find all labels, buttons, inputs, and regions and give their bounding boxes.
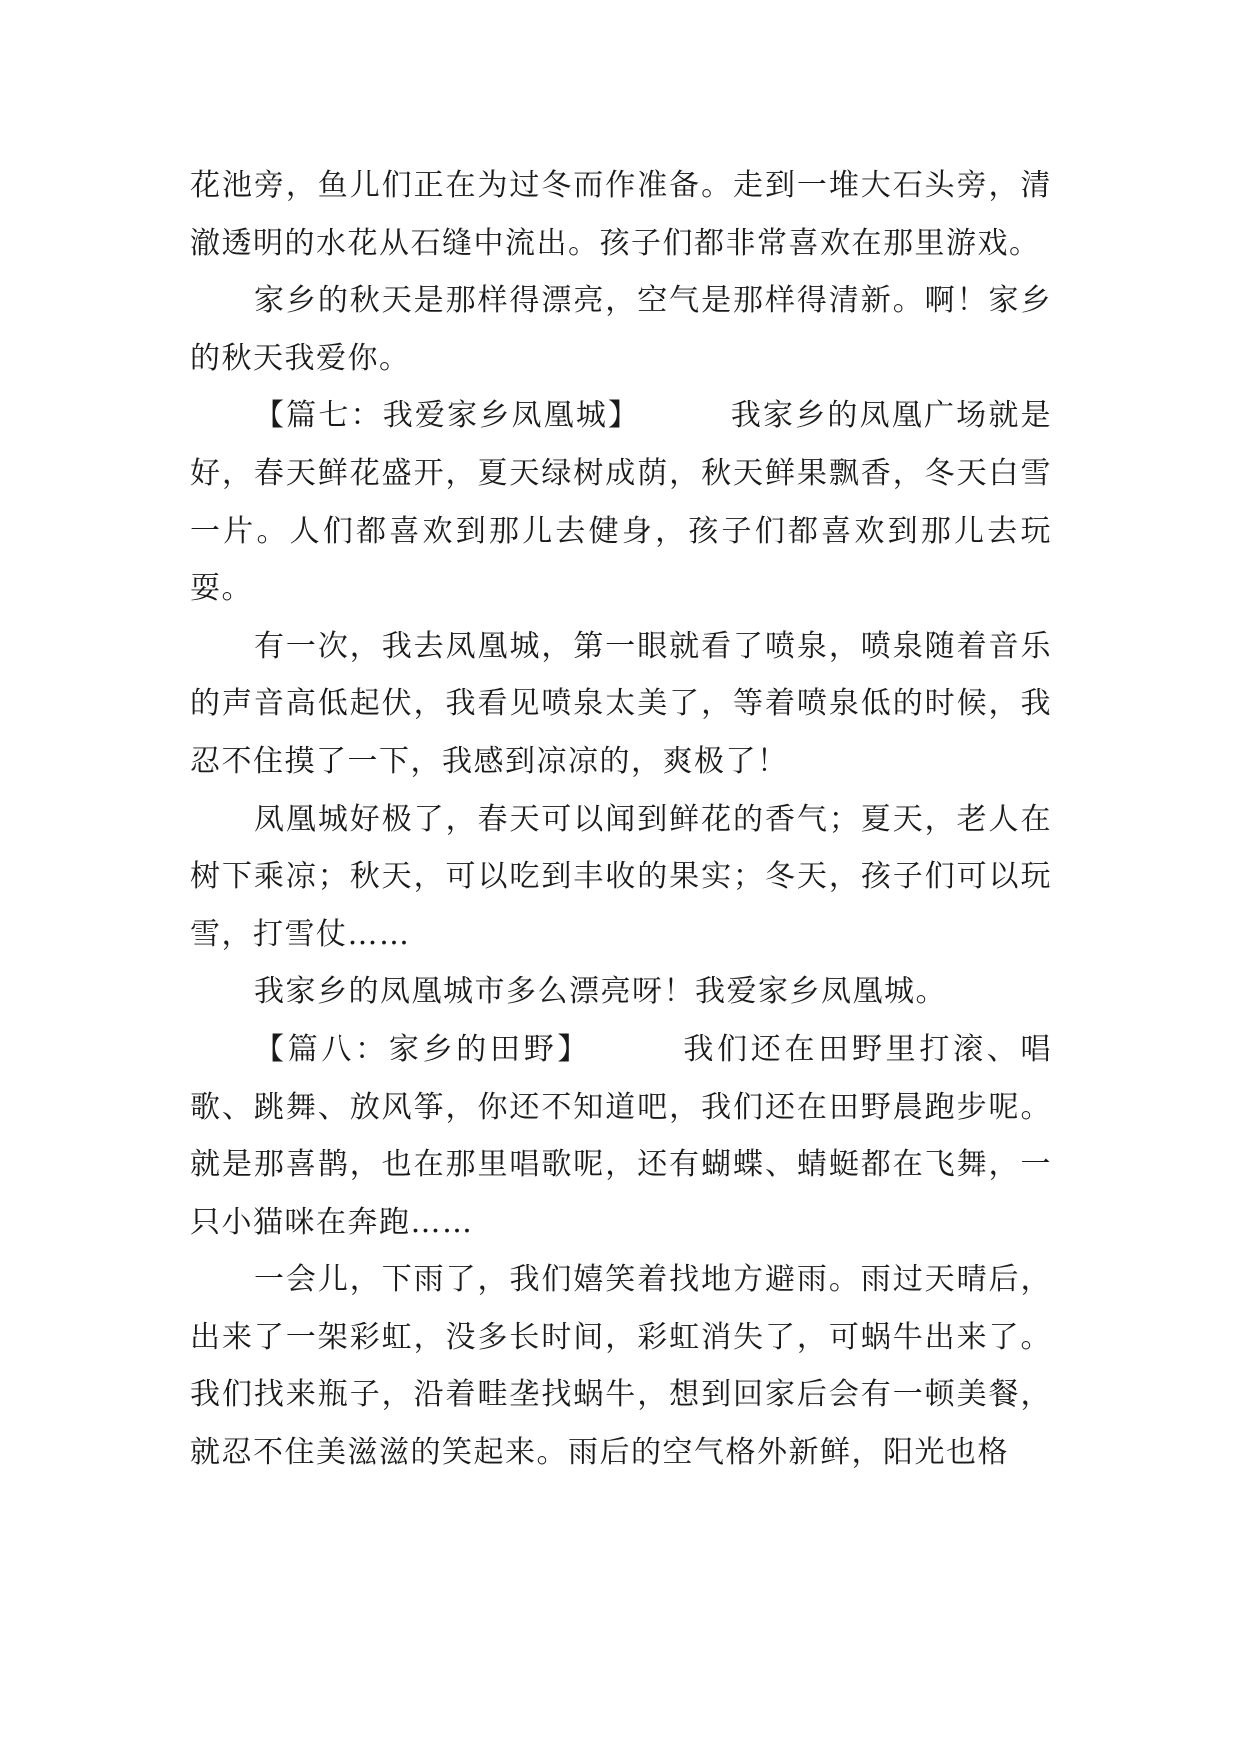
body-text (190, 157, 1052, 1482)
section-heading-8: 【篇八：家乡的田野】 (254, 1031, 592, 1067)
paragraph-2 (190, 272, 1052, 387)
paragraph-text: 我们还在田野里打滚、唱歌、跳舞、放风筝，你还不知道吧，我们还在田野晨跑步呢。就是那喜鹊，也在那里唱歌呢，还有蝴蝶、蜻蜓都在飞舞，一只小猫咪在奔跑…… (190, 1031, 1053, 1240)
paragraph-text: 我家乡的凤凰城市多么漂亮呀！我爱家乡凤凰城。 (254, 974, 947, 1010)
paragraph-1 (190, 157, 1052, 272)
paragraph-text: 家乡的秋天是那样得漂亮，空气是那样得清新。啊！家乡的秋天我爱你。 (190, 283, 1052, 376)
paragraph-text: 有一次，我去凤凰城，第一眼就看了喷泉，喷泉随着音乐的声音高低起伏，我看见喷泉太美了，等着喷泉低的时候，我忍不住摸了一下，我感到凉凉的，爽极了！ (190, 628, 1052, 779)
paragraph-8 (190, 1251, 1052, 1481)
paragraph-text: 凤凰城好极了，春天可以闻到鲜花的香气；夏天，老人在树下乘凉；秋天，可以吃到丰收的果实；冬天，孩子们可以玩雪，打雪仗…… (190, 801, 1052, 952)
paragraph-3 (190, 387, 1052, 617)
paragraph-4 (190, 618, 1052, 791)
paragraph-5 (190, 791, 1052, 964)
paragraph-text: 一会儿，下雨了，我们嬉笑着找地方避雨。雨过天晴后，出来了一架彩虹，没多长时间，彩虹消失了，可蜗牛出来了。我们找来瓶子，沿着畦垄找蜗牛，想到回家后会有一顿美餐，就忍不住美滋滋的笑起来。雨后的空气格外新鲜，阳光也格 (190, 1262, 1052, 1471)
paragraph-text: 我家乡的凤凰广场就是好，春天鲜花盛开，夏天绿树成荫，秋天鲜果飘香，冬天白雪一片。人们都喜欢到那儿去健身，孩子们都喜欢到那儿去玩耍。 (190, 398, 1053, 607)
paragraph-7 (190, 1021, 1052, 1251)
paragraph-text: 花池旁，鱼儿们正在为过冬而作准备。走到一堆大石头旁，清澈透明的水花从石缝中流出。孩子们都非常喜欢在那里游戏。 (190, 168, 1052, 261)
section-heading-7: 【篇七：我爱家乡凤凰城】 (254, 398, 641, 434)
paragraph-6 (190, 963, 1052, 1021)
